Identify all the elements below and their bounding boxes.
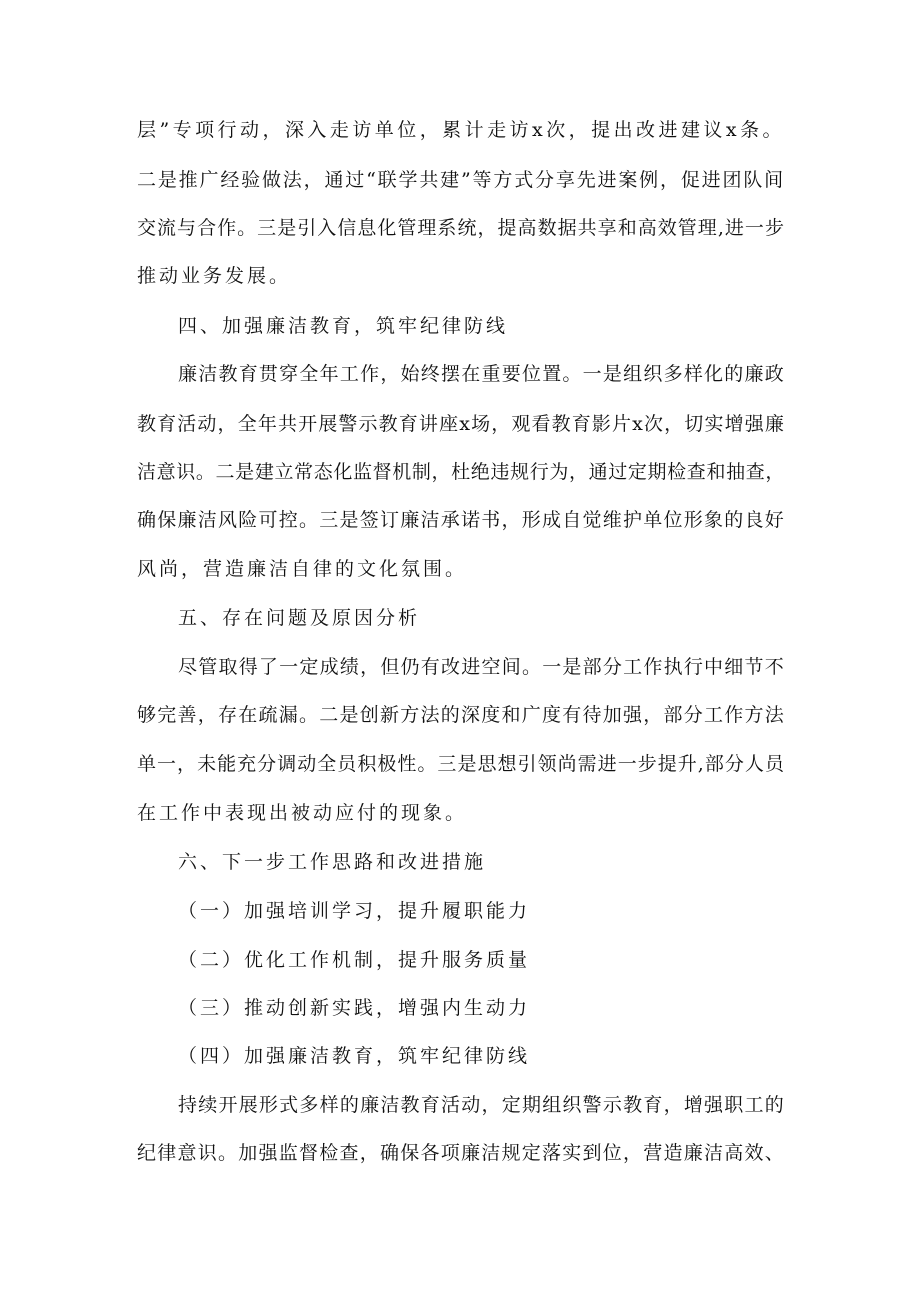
- subsection-heading: （二）优化工作机制，提升服务质量: [178, 949, 531, 971]
- subsection-heading: （三）推动创新实践，增强内生动力: [178, 997, 531, 1019]
- body-line: 层”专项行动，深入走访单位，累计走访x次，提出改进建议x条。: [137, 119, 785, 141]
- body-line: 单一，未能充分调动全员积极性。三是思想引领尚需进一步提升,部分人员: [137, 753, 785, 775]
- body-line: 持续开展形式多样的廉洁教育活动，定期组织警示教育，增强职工的: [178, 1094, 785, 1116]
- body-line: 纪律意识。加强监督检查，确保各项廉洁规定落实到位，营造廉洁高效、: [137, 1142, 785, 1164]
- body-line: 推动业务发展。: [137, 265, 292, 287]
- body-line: 廉洁教育贯穿全年工作，始终摆在重要位置。一是组织多样化的廉政: [178, 363, 785, 385]
- body-line: 风尚，营造廉洁自律的文化氛围。: [137, 558, 468, 580]
- section-heading: 六、下一步工作思路和改进措施: [178, 851, 487, 873]
- body-line: 尽管取得了一定成绩，但仍有改进空间。一是部分工作执行中细节不: [178, 656, 785, 678]
- body-line: 教育活动，全年共开展警示教育讲座x场，观看教育影片x次，切实增强廉: [137, 413, 785, 435]
- body-line: 够完善，存在疏漏。二是创新方法的深度和广度有待加强，部分工作方法: [137, 704, 785, 726]
- section-heading: 四、加强廉洁教育，筑牢纪律防线: [178, 315, 509, 337]
- body-line: 二是推广经验做法，通过“联学共建”等方式分享先进案例，促进团队间: [137, 169, 785, 191]
- body-line: 在工作中表现出被动应付的现象。: [137, 802, 468, 824]
- subsection-heading: （四）加强廉洁教育，筑牢纪律防线: [178, 1045, 531, 1067]
- body-line: 洁意识。二是建立常态化监督机制，杜绝违规行为，通过定期检查和抽查，: [137, 461, 785, 483]
- subsection-heading: （一）加强培训学习，提升履职能力: [178, 900, 531, 922]
- body-line: 交流与合作。三是引入信息化管理系统，提高数据共享和高效管理,进一步: [137, 217, 785, 239]
- body-line: 确保廉洁风险可控。三是签订廉洁承诺书，形成自觉维护单位形象的良好: [137, 509, 785, 531]
- section-heading: 五、存在问题及原因分析: [178, 607, 421, 629]
